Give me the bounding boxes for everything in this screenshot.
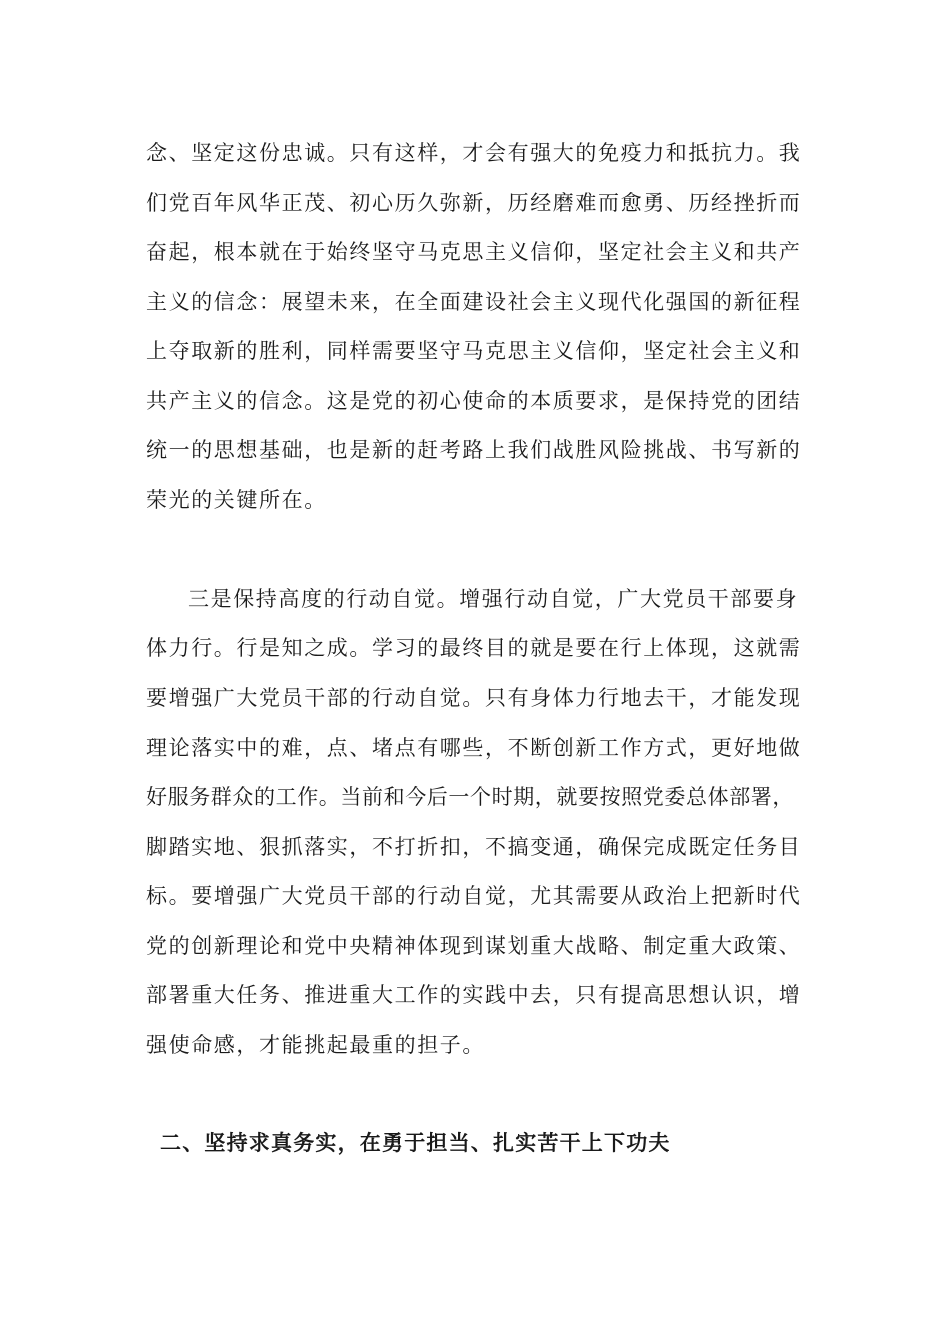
text-line: 好服务群众的工作。当前和今后一个时期，就要按照党委总体部署，	[146, 785, 794, 809]
text-line: 要增强广大党员干部的行动自觉。只有身体力行地去干，才能发现	[146, 686, 802, 710]
text-line: 部署重大任务、推进重大工作的实践中去，只有提高思想认识，增	[146, 983, 802, 1007]
text-line: 上夺取新的胜利，同样需要坚守马克思主义信仰，坚定社会主义和	[146, 339, 802, 363]
text-line: 念、坚定这份忠诚。只有这样，才会有强大的免疫力和抵抗力。我	[146, 141, 802, 165]
text-line: 三是保持高度的行动自觉。增强行动自觉，广大党员干部要身	[188, 587, 799, 611]
text-line: 标。要增强广大党员干部的行动自觉，尤其需要从政治上把新时代	[146, 884, 802, 908]
text-line: 体力行。行是知之成。学习的最终目的就是要在行上体现，这就需	[146, 636, 802, 660]
text-line: 主义的信念：展望未来，在全面建设社会主义现代化强国的新征程	[146, 290, 802, 314]
text-line: 们党百年风华正茂、初心历久弥新，历经磨难而愈勇、历经挫折而	[146, 191, 802, 215]
text-line: 党的创新理论和党中央精神体现到谋划重大战略、制定重大政策、	[146, 934, 802, 958]
text-line: 荣光的关键所在。	[146, 488, 327, 512]
text-line: 奋起，根本就在于始终坚守马克思主义信仰，坚定社会主义和共产	[146, 240, 802, 264]
text-line: 共产主义的信念。这是党的初心使命的本质要求，是保持党的团结	[146, 389, 802, 413]
text-line: 强使命感，才能挑起最重的担子。	[146, 1033, 485, 1057]
text-line: 脚踏实地、狠抓落实，不打折扣，不搞变通，确保完成既定任务目	[146, 835, 802, 859]
text-line: 理论落实中的难，点、堵点有哪些，不断创新工作方式，更好地做	[146, 736, 802, 760]
section-heading: 二、坚持求真务实，在勇于担当、扎实苦干上下功夫	[160, 1130, 671, 1155]
text-line: 统一的思想基础，也是新的赶考路上我们战胜风险挑战、书写新的	[146, 438, 802, 462]
